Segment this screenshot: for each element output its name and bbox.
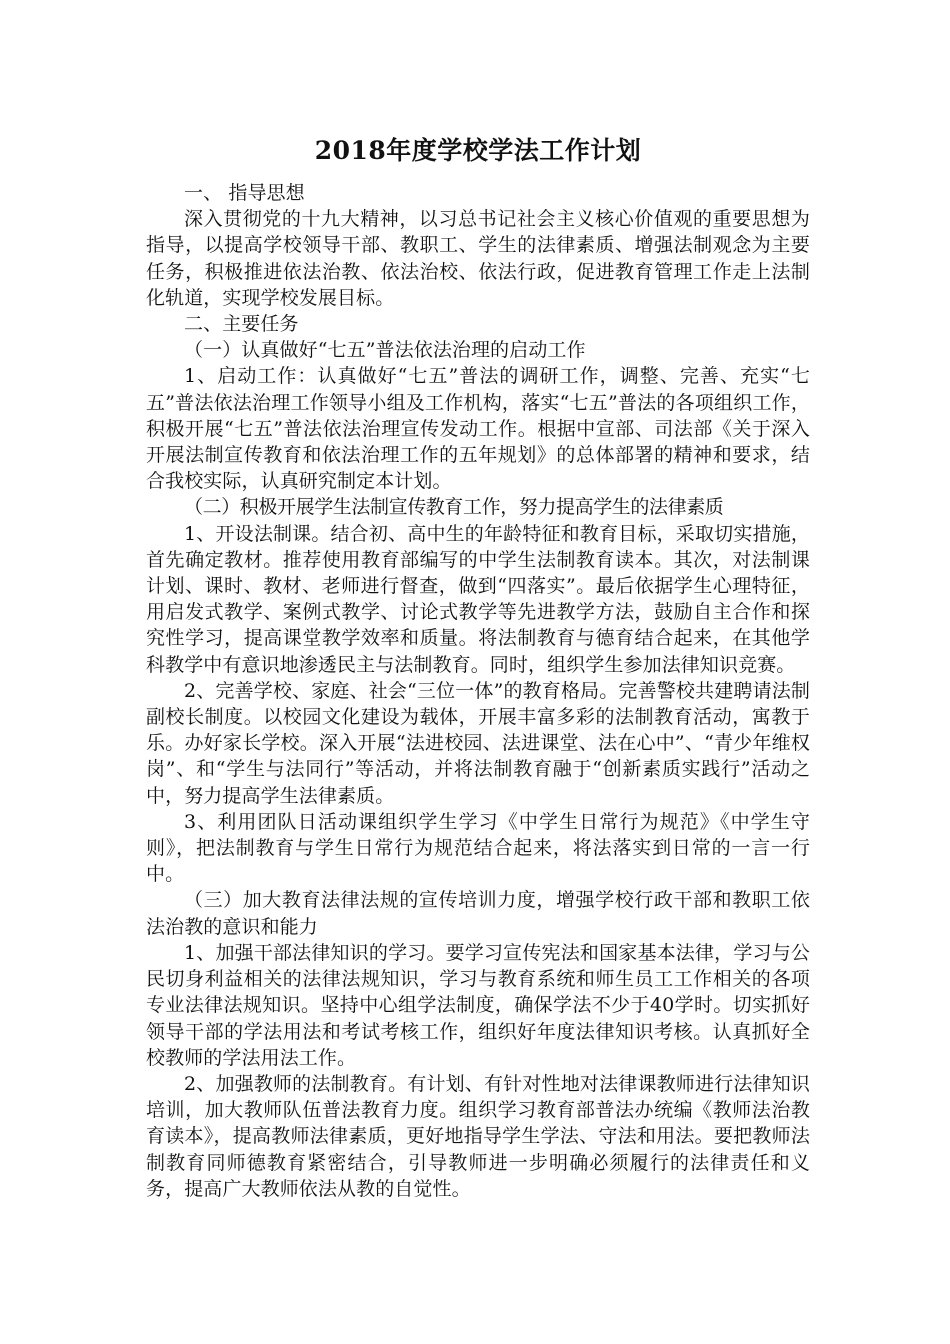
section-heading-guiding-ideology: 一、 指导思想 bbox=[184, 182, 305, 204]
paragraph-2-2: 2、完善学校、家庭、社会“三位一体”的教育格局。完善警校共建聘请法制副校长制度。以校园文化建设为载体，开展丰富多彩的法制教育活动，寓教于乐。办好家长学校。深入开展“法进校园、法进课堂、法在心中”、“青少年维权岗”、和“学生与法同行”等活动，并将法制教育融于“创新素质实践行”活动之中，努力提高学生法律素质。 bbox=[146, 679, 810, 807]
paragraph-3-2: 2、加强教师的法制教育。有计划、有针对性地对法律课教师进行法律知识培训，加大教师队伍普法教育力度。组织学习教育部普法办统编《教师法治教育读本》，提高教师法律素质，更好地指导学生学法、守法和用法。要把教师法制教育同师德教育紧密结合，引导教师进一步明确必须履行的法律责任和义务，提高广大教师依法从教的自觉性。 bbox=[146, 1072, 810, 1200]
subsection-heading-1: （一）认真做好“七五”普法依法治理的启动工作 bbox=[184, 339, 586, 362]
paragraph-2-1: 1、开设法制课。结合初、高中生的年龄特征和教育目标，采取切实措施，首先确定教材。推荐使用教育部编写的中学生法制教育读本。其次，对法制课计划、课时、教材、老师进行督查，做到“四落实”。最后依据学生心理特征，用启发式教学、案例式教学、讨论式教学等先进教学方法，鼓励自主合作和探究性学习，提高课堂教学效率和质量。将法制教育与德育结合起来，在其他学科教学中有意识地渗透民主与法制教育。同时，组织学生参加法律知识竞赛。 bbox=[146, 522, 810, 676]
paragraph-1-1: 1、启动工作：认真做好“七五”普法的调研工作，调整、完善、充实“七五”普法依法治理工作领导小组及工作机构，落实“七五”普法的各项组织工作，积极开展“七五”普法依法治理宣传发动工作。根据中宣部、司法部《关于深入开展法制宣传教育和依法治理工作的五年规划》的总体部署的精神和要求，结合我校实际，认真研究制定本计划。 bbox=[146, 365, 810, 493]
section-heading-main-tasks: 二、主要任务 bbox=[184, 313, 299, 336]
document-body bbox=[146, 132, 810, 1202]
document-title: 2018年度学校学法工作计划 bbox=[314, 136, 642, 165]
paragraph-2-3: 3、利用团队日活动课组织学生学习《中学生日常行为规范》《中学生守则》，把法制教育与学生日常行为规范结合起来，将法落实到日常的一言一行中。 bbox=[146, 810, 810, 886]
subsection-heading-2: （二）积极开展学生法制宣传教育工作，努力提高学生的法律素质 bbox=[184, 496, 724, 519]
paragraph-guiding-ideology: 深入贯彻党的十九大精神，以习总书记社会主义核心价值观的重要思想为指导，以提高学校领导干部、教职工、学生的法律素质、增强法制观念为主要任务，积极推进依法治教、依法治校、依法行政，促进教育管理工作走上法制化轨道，实现学校发展目标。 bbox=[146, 208, 810, 309]
subsection-heading-3: （三）加大教育法律法规的宣传培训力度，增强学校行政干部和教职工依法治教的意识和能力 bbox=[146, 889, 810, 938]
paragraph-3-1: 1、加强干部法律知识的学习。要学习宣传宪法和国家基本法律，学习与公民切身利益相关的法律法规知识，学习与教育系统和师生员工工作相关的各项专业法律法规知识。坚持中心组学法制度，确保学法不少于40学时。切实抓好领导干部的学法用法和考试考核工作，组织好年度法律知识考核。认真抓好全校教师的学法用法工作。 bbox=[146, 941, 810, 1069]
